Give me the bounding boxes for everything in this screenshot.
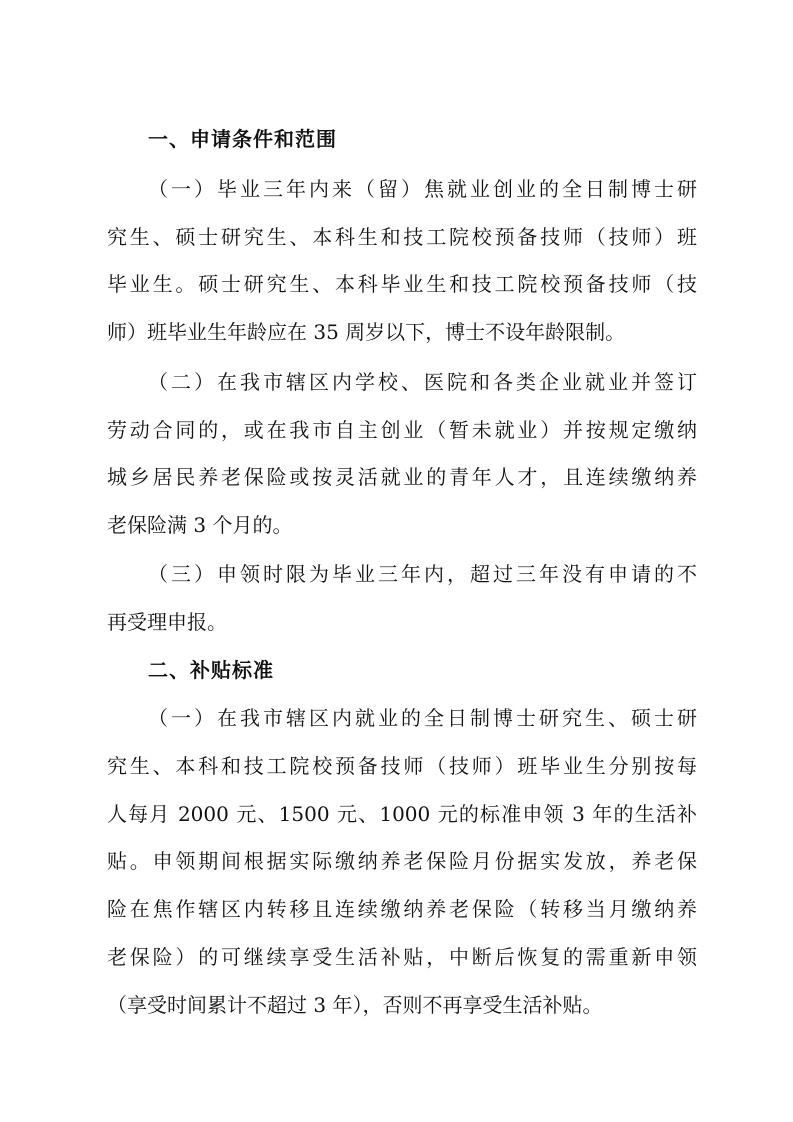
paragraph-line: 老保险满 3 个月的。 xyxy=(107,513,293,537)
paragraph-line: 城乡居民养老保险或按灵活就业的青年人才，且连续缴纳养 xyxy=(107,465,697,489)
section-heading-2: 二、补贴标准 xyxy=(148,658,274,682)
paragraph-line: 人每月 2000 元、1500 元、1000 元的标准申领 3 年的生活补 xyxy=(107,802,697,826)
paragraph-line: 老保险）的可继续享受生活补贴，中断后恢复的需重新申领 xyxy=(107,945,697,969)
paragraph-line: 险在焦作辖区内转移且连续缴纳养老保险（转移当月缴纳养 xyxy=(107,897,697,921)
paragraph-line: 再受理申报。 xyxy=(107,610,227,634)
paragraph-line: 究生、硕士研究生、本科生和技工院校预备技师（技师）班 xyxy=(107,225,697,249)
paragraph-line: （一）毕业三年内来（留）焦就业创业的全日制博士研 xyxy=(148,177,697,201)
paragraph-line: 究生、本科和技工院校预备技师（技师）班毕业生分别按每 xyxy=(107,754,697,778)
paragraph-line: 贴。申领期间根据实际缴纳养老保险月份据实发放，养老保 xyxy=(107,849,697,873)
paragraph-line: （享受时间累计不超过 3 年），否则不再享受生活补贴。 xyxy=(107,993,603,1017)
paragraph-line: （一）在我市辖区内就业的全日制博士研究生、硕士研 xyxy=(148,706,697,730)
paragraph-line: 劳动合同的，或在我市自主创业（暂未就业）并按规定缴纳 xyxy=(107,418,697,442)
paragraph-line: （二）在我市辖区内学校、医院和各类企业就业并签订 xyxy=(148,370,697,394)
paragraph-line: 毕业生。硕士研究生、本科毕业生和技工院校预备技师（技 xyxy=(107,272,697,296)
section-heading-1: 一、申请条件和范围 xyxy=(148,127,337,151)
paragraph-line: 师）班毕业生年龄应在 35 周岁以下，博士不设年龄限制。 xyxy=(107,320,626,344)
paragraph-line: （三）申领时限为毕业三年内，超过三年没有申请的不 xyxy=(148,562,697,586)
